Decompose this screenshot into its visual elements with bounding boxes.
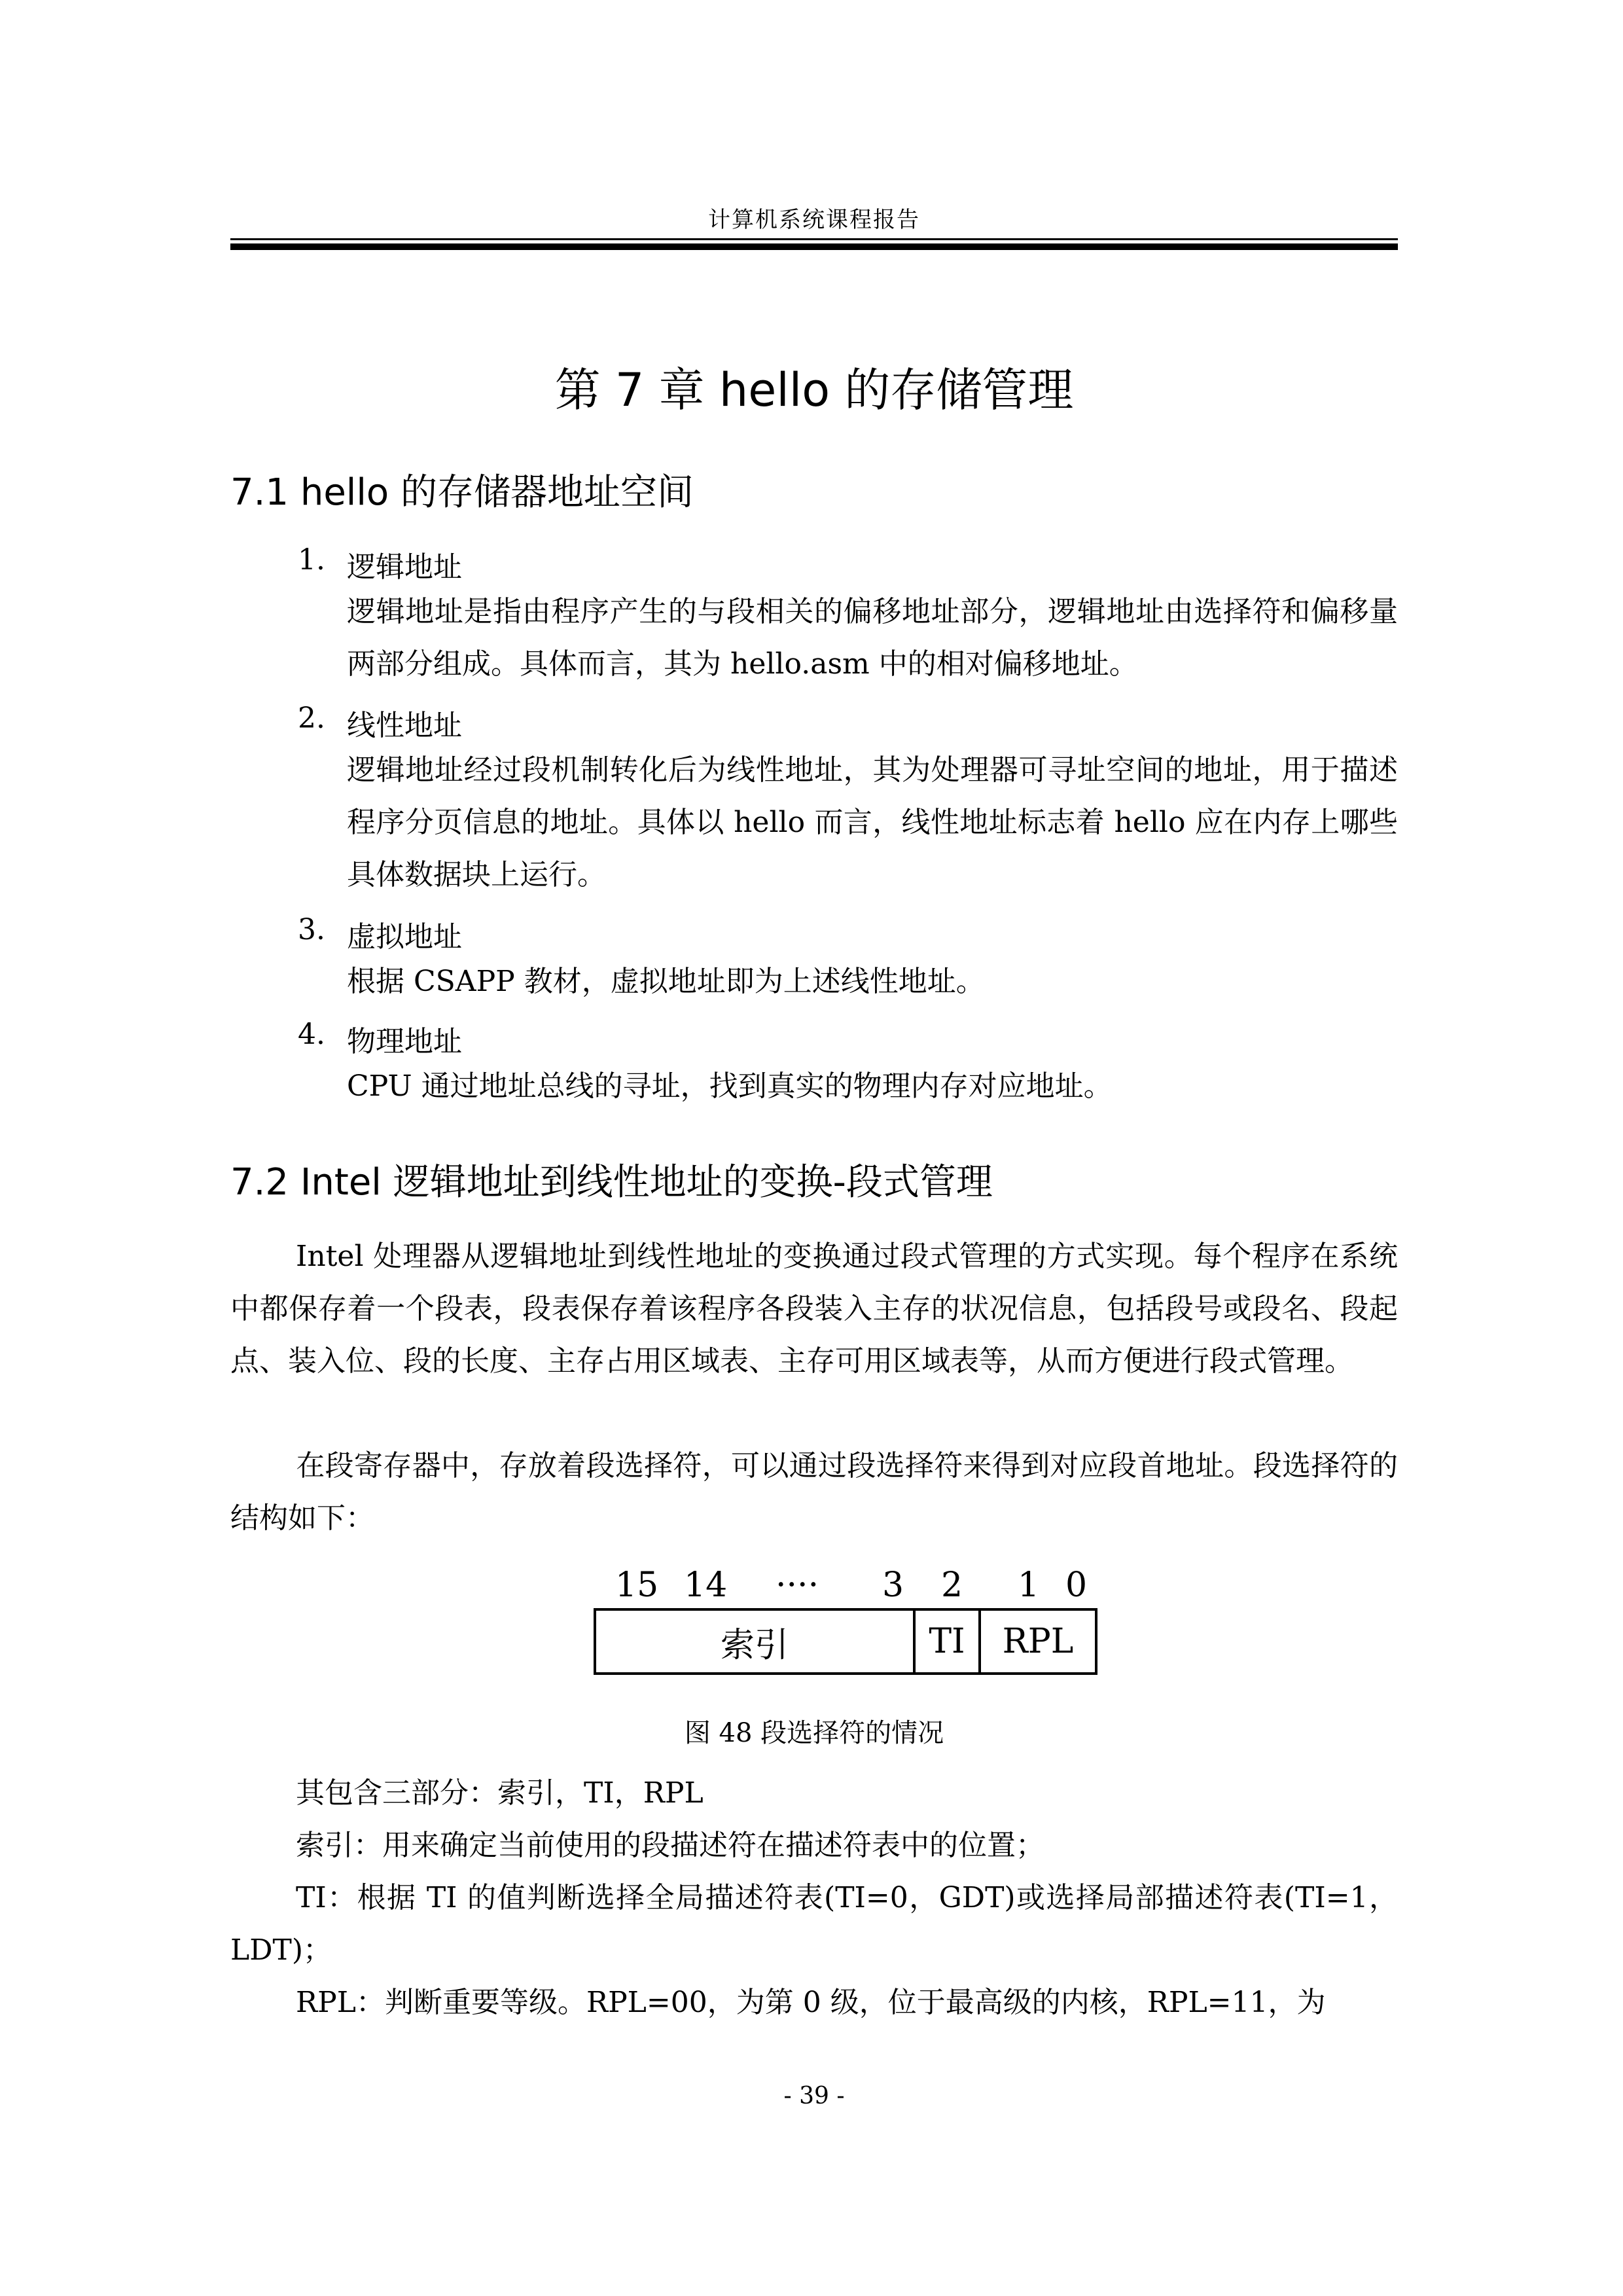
bit-label: 2 (941, 1566, 963, 1605)
bit-label: ···· (776, 1566, 819, 1605)
paragraph (230, 1230, 1398, 1388)
header-rule-thick (230, 243, 1398, 250)
bit-label: 3 (882, 1566, 904, 1605)
list-item-number: 1. (298, 543, 325, 577)
list-item-body: CPU 通过地址总线的寻址，找到真实的物理内存对应地址。 (347, 1069, 1113, 1103)
list-item-body: 根据 CSAPP 教材，虚拟地址即为上述线性地址。 (347, 965, 985, 998)
bit-label: 1 (1018, 1566, 1040, 1605)
segment-selector-diagram (594, 1608, 1097, 1675)
list-item-body: 逻辑地址经过段机制转化后为线性地址，其为处理器可寻址空间的地址，用于描述程序分页信息的地址。具体以 hello 而言，线性地址标志着 hello 应在内存上哪些具体数据块上运行。 (347, 753, 1398, 891)
paragraph (230, 1977, 1398, 2029)
paragraph (230, 1820, 1398, 1872)
list-item-number: 3. (298, 913, 325, 946)
chapter-title: 第 7 章 hello 的存储管理 (554, 363, 1074, 417)
list-item-title: 物理地址 (347, 1025, 462, 1058)
header-rule-thin (230, 238, 1398, 240)
bit-label: 14 (684, 1566, 728, 1605)
list-item-title: 虚拟地址 (347, 920, 462, 954)
paragraph (230, 1767, 1398, 1820)
list-item-number: 4. (298, 1018, 325, 1051)
list-item-body: 逻辑地址是指由程序产生的与段相关的偏移地址部分，逻辑地址由选择符和偏移量两部分组成。具体而言，其为 hello.asm 中的相对偏移地址。 (347, 595, 1398, 681)
index-field: 索引 (596, 1611, 916, 1672)
paragraph-text: 在段寄存器中，存放着段选择符，可以通过段选择符来得到对应段首地址。段选择符的结构如下： (230, 1449, 1398, 1535)
paragraph (230, 1872, 1398, 1977)
ti-field: TI (916, 1611, 981, 1672)
list-item-number: 2. (298, 702, 325, 735)
list-item-title: 线性地址 (347, 709, 462, 742)
paragraph-text: 其包含三部分：索引，TI，RPL (296, 1776, 704, 1810)
paragraph-text: RPL：判断重要等级。RPL=00，为第 0 级，位于最高级的内核，RPL=11，为 (296, 1986, 1326, 2019)
section-7-1-title: 7.1 hello 的存储器地址空间 (230, 471, 694, 514)
list-item-title: 逻辑地址 (347, 550, 462, 584)
figure-caption: 图 48 段选择符的情况 (684, 1718, 944, 1748)
paragraph-text: Intel 处理器从逻辑地址到线性地址的变换通过段式管理的方式实现。每个程序在系统中都保存着一个段表，段表保存着该程序各段装入主存的状况信息，包括段号或段名、段起点、装入位、段的长度、主存占用区域表、主存可用区域表等，从而方便进行段式管理。 (230, 1240, 1398, 1378)
paragraph-text: TI：根据 TI 的值判断选择全局描述符表(TI=0，GDT)或选择局部描述符表(TI=1，LDT)； (230, 1881, 1398, 1967)
bit-label: 0 (1065, 1566, 1088, 1605)
page-header: 计算机系统课程报告 (708, 207, 920, 233)
bit-label: 15 (615, 1566, 659, 1605)
paragraph (230, 1440, 1398, 1545)
paragraph-text: 索引：用来确定当前使用的段描述符在描述符表中的位置； (296, 1829, 1044, 1862)
rpl-field: RPL (1002, 1622, 1074, 1661)
page-number: - 39 - (783, 2083, 845, 2109)
section-7-2-title: 7.2 Intel 逻辑地址到线性地址的变换-段式管理 (230, 1161, 993, 1204)
